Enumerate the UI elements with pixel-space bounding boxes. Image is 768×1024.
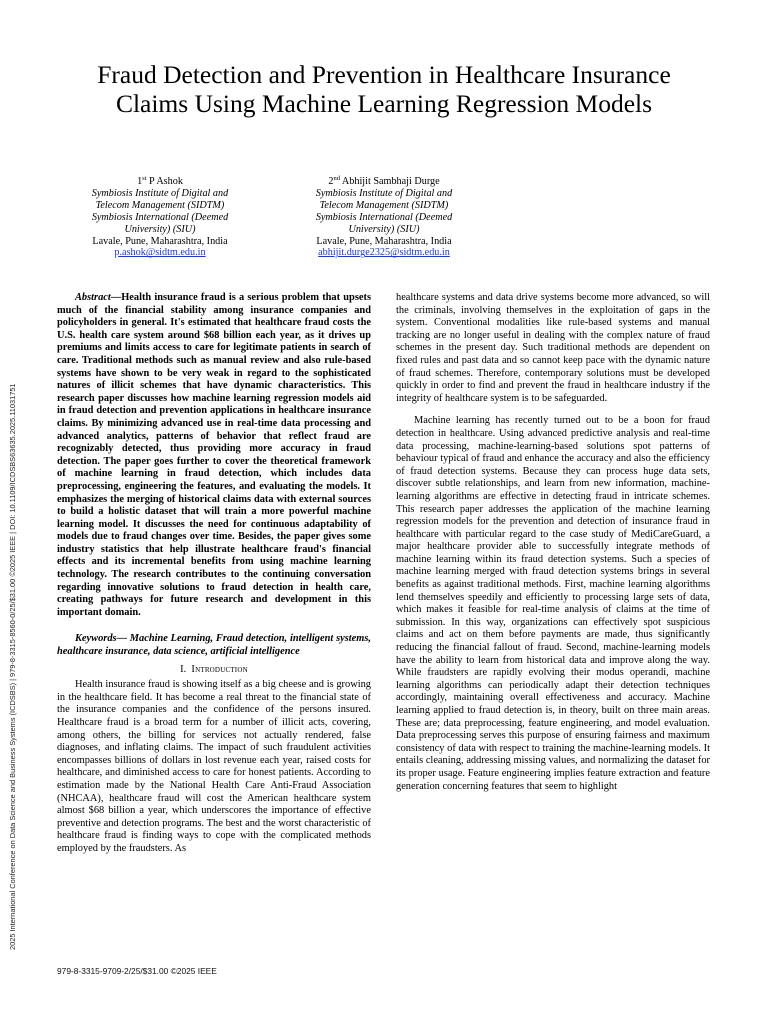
author-ordinal: 2 xyxy=(328,176,334,187)
author-name: P Ashok xyxy=(146,176,183,187)
author-location: Lavale, Pune, Maharashtra, India xyxy=(92,235,228,247)
conference-side-note: 2025 International Conference on Data Science and Business Systems (ICDSBS) | 979-8-3315-8560-0/25/$31.00 ©2025 IEEE | DOI: 10.1109/ICDSBS63635.2025.11031751 xyxy=(8,383,17,950)
author-block-1 xyxy=(56,176,264,259)
author-ordinal: 1 xyxy=(137,176,143,187)
section-heading-introduction xyxy=(57,664,371,677)
author-ordinal-suffix: st xyxy=(142,175,147,182)
author-affiliation-line: University) (SIU) xyxy=(348,223,420,235)
author-block-2 xyxy=(280,176,488,259)
intro-paragraph-1: Health insurance fraud is showing itself as a big cheese and is growing in the healthcare field. It has become a real threat to the financial state of the insurance companies and the confidence of the persons insured. Healthcare fraud is a broad term for a number of illicit acts, covering, among others, the billing for services not actually rendered, false diagnoses, and inflating claims. The impact of such fraudulent activities encompasses billions of dollars in lost revenue each year, raised costs for healthcare, and diminished access to care for honest patients. According to estimation made by the National Health Care Anti-Fraud Association (NHCAA), healthcare fraud will cost the American healthcare system almost $68 billion a year, which underscores the importance of effective preventive and detection programs. The best and the worst characteristic of healthcare fraud is finding ways to cope with the complicated methods employed by the fraudsters. As xyxy=(57,679,371,854)
author-affiliation-line: Symbiosis Institute of Digital and xyxy=(315,187,453,199)
author-location: Lavale, Pune, Maharashtra, India xyxy=(316,235,452,247)
author-affiliation-line: University) (SIU) xyxy=(124,223,196,235)
author-name-line xyxy=(280,176,488,188)
abstract xyxy=(57,292,371,619)
abstract-lead: Abstract xyxy=(75,292,111,303)
author-affiliation-line: Telecom Management (SIDTM) xyxy=(95,199,225,211)
copyright-footer: 979-8-3315-9709-2/25/$31.00 ©2025 IEEE xyxy=(57,966,217,976)
section-title: Introduction xyxy=(191,663,248,675)
body-paragraph-continued: healthcare systems and data drive systems become more advanced, so will the criminals, involving themselves in the exploitation of gaps in the system. Conventional modalities like rule-based systems and manual tracking are no longer useful in dealing with the complex nature of fraud schemes in the present day. Such traditional methods are dependent on fixed rules and past data and so cannot keep pace with the dynamic nature of fraud schemes. Therefore, contemporary solutions must be developed quickly in order to find and prevent the fraud in healthcare industry if the integrity of healthcare system is to be safeguarded. xyxy=(396,292,710,404)
author-email-link[interactable]: abhijit.durge2325@sidtm.edu.in xyxy=(318,247,450,259)
author-name-line xyxy=(56,176,264,188)
paper-title: Fraud Detection and Prevention in Healthcare Insurance Claims Using Machine Learning Regression Models xyxy=(97,60,671,118)
author-affiliation-line: Symbiosis Institute of Digital and xyxy=(91,187,229,199)
abstract-text: —Health insurance fraud is a serious problem that upsets much of the financial stability among insurance companies and policyholders in general. It's estimated that healthcare fraud costs the U.S. health care system around $68 billion each year, as it drives up premiums and limits access to care for legitimate patients in search of care. Traditional methods such as manual review and also rule-based systems have shown to be very weak in regard to the sophisticated natures of illicit schemes that have dynamic characteristics. This research paper discusses how machine learning regression models aid in fraud detection and prevention applications in healthcare insurance claims. By minimizing advanced use in real-time data processing and advanced analytics, patterns of behavior that reflect fraud are recognizably detected, thus providing more accuracy in fraud detection. The paper goes further to cover the theoretical framework of machine learning in fraud detection, which includes data preprocessing, engineering the features, and evaluating the models. It emphasizes the merging of historical claims data with external sources to build a holistic dataset that will train a more powerful machine learning model. It discusses the need for continuous adaptability of models due to fraud changes over time. Besides, the paper gives some industry statistics that help illustrate healthcare fraud's financial effects and its incremental benefits from using machine learning technology. The research contributes to the continuing conversation regarding innovative solutions to fraud detection in health care, creating pathways for future research and development in this important domain. xyxy=(57,292,371,618)
author-ordinal-suffix: nd xyxy=(333,175,340,182)
author-affiliation-line: Symbiosis International (Deemed xyxy=(315,211,453,223)
right-column xyxy=(396,292,710,793)
keywords: Keywords— Machine Learning, Fraud detection, intelligent systems, healthcare insurance, data science, artificial intelligence xyxy=(57,633,371,658)
section-number: I. xyxy=(180,663,187,675)
author-name: Abhijit Sambhaji Durge xyxy=(339,176,440,187)
author-email-link[interactable]: p.ashok@sidtm.edu.in xyxy=(114,247,206,259)
left-column xyxy=(57,292,371,856)
author-affiliation-line: Symbiosis International (Deemed xyxy=(91,211,229,223)
author-affiliation-line: Telecom Management (SIDTM) xyxy=(319,199,449,211)
body-paragraph-2: Machine learning has recently turned out to be a boon for fraud detection in healthcare. Using advanced predictive analysis and real-time data processing, machine-learning-based solutions spot patterns of behaviour typical of fraud and enhance the accuracy and also the efficiency of fraud detection systems. Because they can process huge data sets, discover subtle relationships, and learn from new information, machine-learning algorithms are effective in detecting fraud in intricate schemes. This research paper addresses the application of the machine learning regression models for the prevention and detection of insurance fraud in healthcare with particular regard to the case study of MediCareGuard, a major healthcare provider able to successfully integrate methods of machine learning within its fraud detection systems. Such a species of machine learning merged with fraud detection systems brings in several benefits as against traditional methods. First, machine learning algorithms lend themselves speedily and efficiently to processing large sets of data, which makes it feasible for real-time analysis of claims at the time of submission. In this way, organizations can effectively spot suspicious claims and act on them before payments are made, thus significantly reducing the financial fallout of fraud. Second, machine-learning models have the ability to learn from historical data and improve along the way. While fraudsters are rapidly evolving their modus operandi, machine learning algorithms can periodically adapt their detection techniques accordingly, maintaining overall effectiveness and accuracy. Machine learning applied to fraud detection is, in theory, built on three main areas. These are; data preprocessing, feature engineering, and model evaluation. Data preprocessing serves this purpose of ensuring fairness and maximum consistency of data with respect to training the machine-learning models. It entails cleaning, addressing missing values, and normalizing the dataset for its proper usage. Feature engineering implies feature extraction and feature generation concerning features that seem to highlight xyxy=(396,415,710,792)
